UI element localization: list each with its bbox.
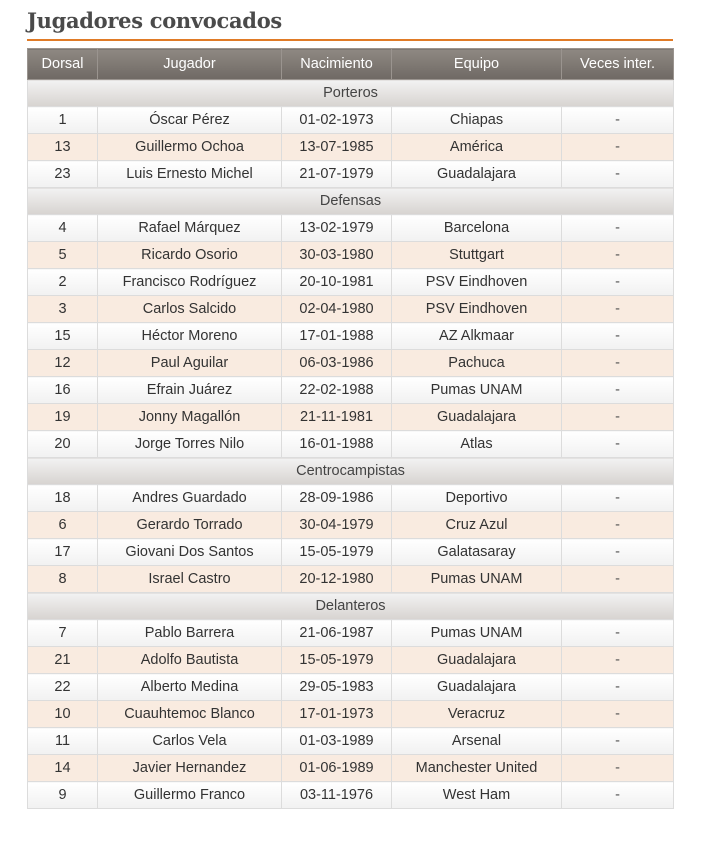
cell-caps: - xyxy=(562,107,674,134)
cell-player-name: Rafael Márquez xyxy=(98,215,282,242)
table-row xyxy=(28,215,674,242)
group-label: Centrocampistas xyxy=(28,458,674,485)
cell-player-name: Héctor Moreno xyxy=(98,323,282,350)
cell-player-name: Adolfo Bautista xyxy=(98,647,282,674)
cell-dorsal: 22 xyxy=(28,674,98,701)
cell-birth-date: 22-02-1988 xyxy=(282,377,392,404)
cell-dorsal: 18 xyxy=(28,485,98,512)
column-header-nacimiento: Nacimiento xyxy=(282,49,392,80)
table-row xyxy=(28,701,674,728)
cell-birth-date: 21-06-1987 xyxy=(282,620,392,647)
table-row xyxy=(28,269,674,296)
cell-team: Chiapas xyxy=(392,107,562,134)
cell-birth-date: 20-10-1981 xyxy=(282,269,392,296)
cell-dorsal: 14 xyxy=(28,755,98,782)
cell-player-name: Efrain Juárez xyxy=(98,377,282,404)
cell-birth-date: 02-04-1980 xyxy=(282,296,392,323)
group-row xyxy=(28,593,674,620)
cell-player-name: Guillermo Franco xyxy=(98,782,282,809)
table-row xyxy=(28,674,674,701)
cell-dorsal: 16 xyxy=(28,377,98,404)
cell-caps: - xyxy=(562,377,674,404)
cell-dorsal: 17 xyxy=(28,539,98,566)
table-row xyxy=(28,782,674,809)
cell-birth-date: 15-05-1979 xyxy=(282,539,392,566)
cell-caps: - xyxy=(562,134,674,161)
group-label: Defensas xyxy=(28,188,674,215)
cell-team: Arsenal xyxy=(392,728,562,755)
cell-player-name: Gerardo Torrado xyxy=(98,512,282,539)
cell-player-name: Jonny Magallón xyxy=(98,404,282,431)
cell-birth-date: 16-01-1988 xyxy=(282,431,392,458)
cell-player-name: Carlos Salcido xyxy=(98,296,282,323)
cell-player-name: Cuauhtemoc Blanco xyxy=(98,701,282,728)
cell-dorsal: 6 xyxy=(28,512,98,539)
roster-table xyxy=(27,48,674,809)
cell-birth-date: 21-11-1981 xyxy=(282,404,392,431)
cell-caps: - xyxy=(562,485,674,512)
cell-caps: - xyxy=(562,566,674,593)
cell-player-name: Javier Hernandez xyxy=(98,755,282,782)
cell-dorsal: 8 xyxy=(28,566,98,593)
cell-caps: - xyxy=(562,674,674,701)
cell-team: Atlas xyxy=(392,431,562,458)
cell-player-name: Carlos Vela xyxy=(98,728,282,755)
cell-birth-date: 17-01-1988 xyxy=(282,323,392,350)
table-row xyxy=(28,323,674,350)
cell-team: Cruz Azul xyxy=(392,512,562,539)
cell-dorsal: 7 xyxy=(28,620,98,647)
cell-team: Barcelona xyxy=(392,215,562,242)
cell-player-name: Israel Castro xyxy=(98,566,282,593)
column-header-jugador: Jugador xyxy=(98,49,282,80)
table-row xyxy=(28,161,674,188)
cell-team: Galatasaray xyxy=(392,539,562,566)
cell-team: Guadalajara xyxy=(392,161,562,188)
table-row xyxy=(28,512,674,539)
cell-team: Pachuca xyxy=(392,350,562,377)
table-row xyxy=(28,134,674,161)
group-row xyxy=(28,458,674,485)
table-row xyxy=(28,485,674,512)
cell-team: Veracruz xyxy=(392,701,562,728)
table-row xyxy=(28,647,674,674)
cell-player-name: Paul Aguilar xyxy=(98,350,282,377)
cell-dorsal: 3 xyxy=(28,296,98,323)
table-row xyxy=(28,296,674,323)
cell-player-name: Jorge Torres Nilo xyxy=(98,431,282,458)
cell-birth-date: 01-06-1989 xyxy=(282,755,392,782)
cell-dorsal: 12 xyxy=(28,350,98,377)
table-row xyxy=(28,539,674,566)
cell-player-name: Andres Guardado xyxy=(98,485,282,512)
table-row xyxy=(28,377,674,404)
cell-player-name: Alberto Medina xyxy=(98,674,282,701)
cell-team: Guadalajara xyxy=(392,404,562,431)
cell-dorsal: 9 xyxy=(28,782,98,809)
cell-dorsal: 10 xyxy=(28,701,98,728)
table-row xyxy=(28,242,674,269)
cell-caps: - xyxy=(562,782,674,809)
cell-dorsal: 4 xyxy=(28,215,98,242)
cell-player-name: Luis Ernesto Michel xyxy=(98,161,282,188)
cell-birth-date: 29-05-1983 xyxy=(282,674,392,701)
cell-player-name: Óscar Pérez xyxy=(98,107,282,134)
column-header-veces-inter: Veces inter. xyxy=(562,49,674,80)
cell-birth-date: 13-07-1985 xyxy=(282,134,392,161)
group-row xyxy=(28,80,674,107)
table-row xyxy=(28,755,674,782)
cell-player-name: Ricardo Osorio xyxy=(98,242,282,269)
cell-player-name: Giovani Dos Santos xyxy=(98,539,282,566)
header-row xyxy=(28,49,674,80)
cell-team: AZ Alkmaar xyxy=(392,323,562,350)
cell-caps: - xyxy=(562,431,674,458)
cell-dorsal: 23 xyxy=(28,161,98,188)
cell-team: Guadalajara xyxy=(392,647,562,674)
table-row xyxy=(28,728,674,755)
column-header-equipo: Equipo xyxy=(392,49,562,80)
cell-caps: - xyxy=(562,161,674,188)
cell-dorsal: 2 xyxy=(28,269,98,296)
cell-caps: - xyxy=(562,701,674,728)
cell-caps: - xyxy=(562,539,674,566)
page-title: Jugadores convocados xyxy=(27,8,673,41)
cell-birth-date: 30-03-1980 xyxy=(282,242,392,269)
cell-caps: - xyxy=(562,242,674,269)
cell-birth-date: 01-02-1973 xyxy=(282,107,392,134)
cell-caps: - xyxy=(562,323,674,350)
group-row xyxy=(28,188,674,215)
cell-caps: - xyxy=(562,215,674,242)
cell-player-name: Pablo Barrera xyxy=(98,620,282,647)
cell-caps: - xyxy=(562,269,674,296)
cell-caps: - xyxy=(562,350,674,377)
cell-caps: - xyxy=(562,296,674,323)
cell-dorsal: 15 xyxy=(28,323,98,350)
cell-dorsal: 19 xyxy=(28,404,98,431)
cell-birth-date: 30-04-1979 xyxy=(282,512,392,539)
cell-dorsal: 5 xyxy=(28,242,98,269)
cell-caps: - xyxy=(562,512,674,539)
cell-birth-date: 21-07-1979 xyxy=(282,161,392,188)
table-row xyxy=(28,431,674,458)
cell-birth-date: 13-02-1979 xyxy=(282,215,392,242)
cell-player-name: Francisco Rodríguez xyxy=(98,269,282,296)
cell-team: Stuttgart xyxy=(392,242,562,269)
cell-team: West Ham xyxy=(392,782,562,809)
table-row xyxy=(28,566,674,593)
cell-birth-date: 20-12-1980 xyxy=(282,566,392,593)
group-label: Porteros xyxy=(28,80,674,107)
cell-dorsal: 13 xyxy=(28,134,98,161)
cell-dorsal: 11 xyxy=(28,728,98,755)
cell-caps: - xyxy=(562,728,674,755)
roster-section xyxy=(27,8,673,809)
table-row xyxy=(28,620,674,647)
cell-dorsal: 21 xyxy=(28,647,98,674)
cell-caps: - xyxy=(562,755,674,782)
cell-team: Guadalajara xyxy=(392,674,562,701)
cell-birth-date: 03-11-1976 xyxy=(282,782,392,809)
cell-team: Pumas UNAM xyxy=(392,566,562,593)
cell-caps: - xyxy=(562,647,674,674)
cell-birth-date: 01-03-1989 xyxy=(282,728,392,755)
cell-birth-date: 28-09-1986 xyxy=(282,485,392,512)
cell-caps: - xyxy=(562,404,674,431)
cell-birth-date: 06-03-1986 xyxy=(282,350,392,377)
cell-team: Deportivo xyxy=(392,485,562,512)
table-row xyxy=(28,107,674,134)
cell-team: Pumas UNAM xyxy=(392,377,562,404)
cell-team: PSV Eindhoven xyxy=(392,296,562,323)
cell-player-name: Guillermo Ochoa xyxy=(98,134,282,161)
table-row xyxy=(28,404,674,431)
group-label: Delanteros xyxy=(28,593,674,620)
cell-team: PSV Eindhoven xyxy=(392,269,562,296)
cell-team: Manchester United xyxy=(392,755,562,782)
column-header-dorsal: Dorsal xyxy=(28,49,98,80)
cell-team: Pumas UNAM xyxy=(392,620,562,647)
cell-birth-date: 17-01-1973 xyxy=(282,701,392,728)
cell-dorsal: 1 xyxy=(28,107,98,134)
roster-body xyxy=(28,80,674,809)
cell-caps: - xyxy=(562,620,674,647)
cell-birth-date: 15-05-1979 xyxy=(282,647,392,674)
cell-team: América xyxy=(392,134,562,161)
table-row xyxy=(28,350,674,377)
cell-dorsal: 20 xyxy=(28,431,98,458)
